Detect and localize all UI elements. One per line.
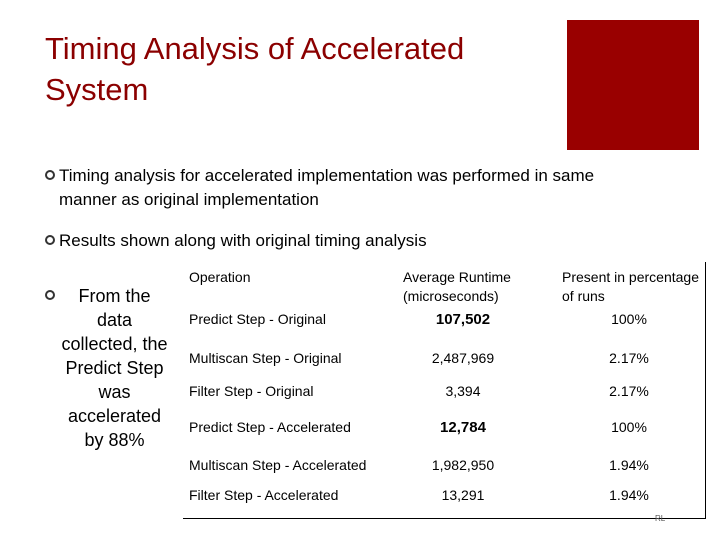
row-operation: Predict Step - Accelerated: [189, 419, 351, 435]
row-runtime: 13,291: [441, 487, 485, 503]
row-percent: 100%: [611, 419, 647, 435]
row-operation: Filter Step - Original: [189, 383, 314, 399]
bullet-timing-method: [45, 164, 655, 212]
timing-table: [183, 262, 706, 519]
row-percent: 1.94%: [609, 457, 649, 473]
slide-title: Timing Analysis of Accelerated System: [45, 31, 465, 107]
row-runtime: 2,487,969: [431, 350, 495, 366]
row-percent: 1.94%: [609, 487, 649, 503]
header-percent: Present in percentage of runs: [562, 269, 699, 304]
row-runtime: 1,982,950: [431, 457, 495, 473]
bullet-ring-icon: [45, 290, 55, 300]
row-operation: Multiscan Step - Accelerated: [189, 457, 367, 473]
bullet-ring-icon: [45, 170, 55, 180]
row-runtime: 3,394: [445, 383, 481, 399]
row-percent: 2.17%: [609, 383, 649, 399]
header-operation: Operation: [189, 269, 251, 285]
row-percent: 2.17%: [609, 350, 649, 366]
row-operation: Predict Step - Original: [189, 311, 326, 327]
row-runtime: 107,502: [435, 311, 491, 328]
row-percent: 100%: [611, 311, 647, 327]
bullet-text: Timing analysis for accelerated implementation was performed in same manner as original implementation: [59, 166, 595, 209]
row-runtime: 12,784: [440, 419, 486, 436]
row-operation: Multiscan Step - Original: [189, 350, 342, 366]
bullet-ring-icon: [45, 235, 55, 245]
bullet-text: Results shown along with original timing analysis: [59, 231, 427, 250]
header-runtime: Average Runtime (microseconds): [403, 269, 511, 304]
footer-mark: RL: [655, 514, 666, 523]
bullet-text: From the data collected, the Predict Step was accelerated by 88%: [61, 286, 168, 450]
accent-block: [567, 20, 699, 150]
bullet-conclusion: [45, 284, 170, 452]
row-operation: Filter Step - Accelerated: [189, 487, 339, 503]
bullet-results: [45, 229, 545, 253]
